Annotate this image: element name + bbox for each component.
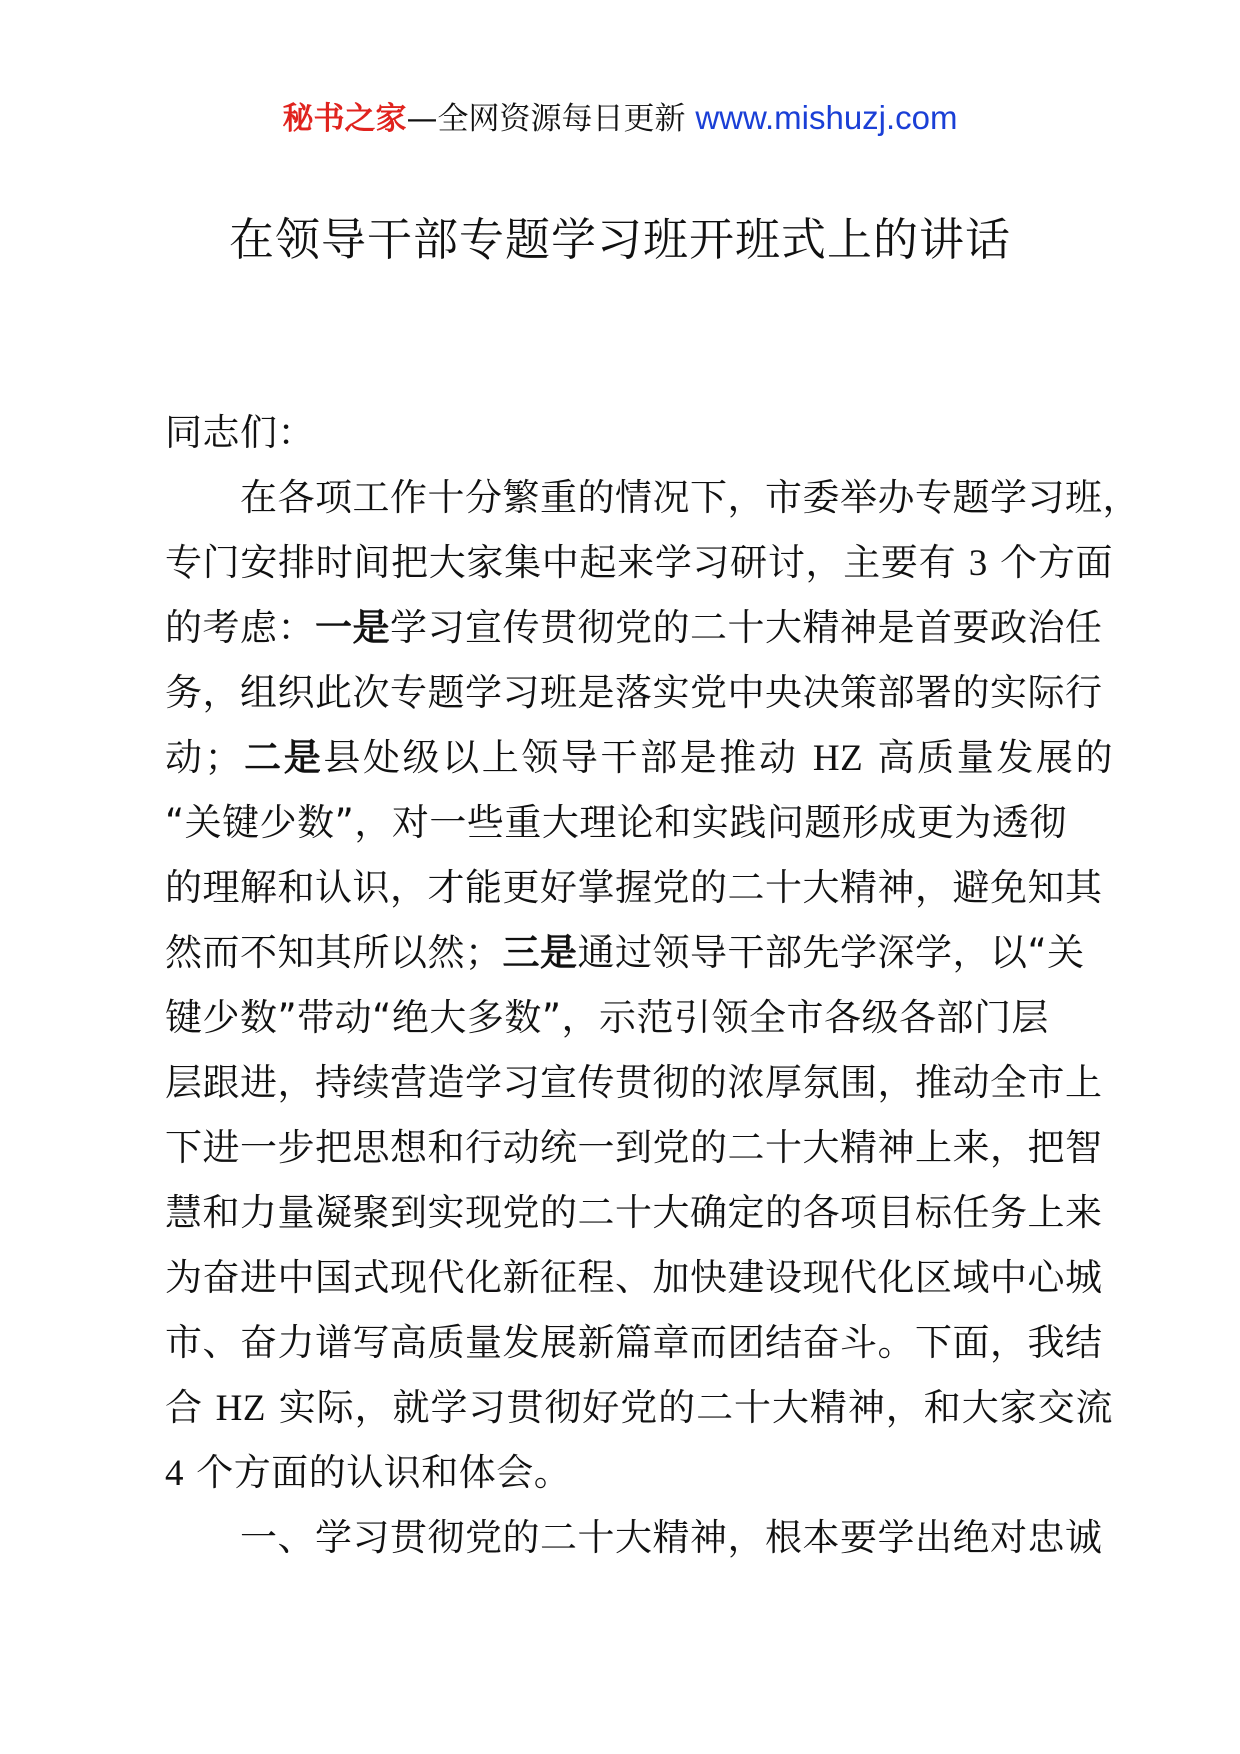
- emphasis-text: 一是: [315, 606, 390, 649]
- paragraph-line: 键少数”带动“绝大多数”，示范引领全市各级各部门层: [165, 996, 1050, 1039]
- paragraph-line: 层跟进，持续营造学习宣传贯彻的浓厚氛围，推动全市上: [165, 1061, 1103, 1104]
- paragraph-line: 在各项工作十分繁重的情况下，市委举办专题学习班，: [240, 476, 1140, 519]
- site-header: [0, 98, 1240, 139]
- abbreviation-text: HZ: [812, 738, 864, 779]
- site-tagline: —全网资源每日更新: [406, 101, 686, 137]
- abbreviation-text: HZ: [215, 1388, 266, 1429]
- site-url-link[interactable]: www.mishuzj.com: [695, 99, 958, 136]
- emphasis-text: 二是: [242, 736, 324, 779]
- paragraph-line: 的考虑：一是学习宣传贯彻党的二十大精神是首要政治任: [165, 606, 1103, 649]
- paragraph-line: 然而不知其所以然；三是通过领导干部先学深学，以“关: [165, 931, 1085, 974]
- paragraph-line: 市、奋力谱写高质量发展新篇章而团结奋斗。下面，我结: [165, 1321, 1103, 1364]
- section-heading: 一、学习贯彻党的二十大精神，根本要学出绝对忠诚: [240, 1516, 1103, 1559]
- paragraph-line: 慧和力量凝聚到实现党的二十大确定的各项目标任务上来: [165, 1191, 1103, 1234]
- paragraph-line: 4 个方面的认识和体会。: [165, 1451, 572, 1494]
- emphasis-text: 三是: [502, 931, 578, 974]
- document-title: 在领导干部专题学习班开班式上的讲话: [228, 213, 1011, 266]
- paragraph-line: 为奋进中国式现代化新征程、加快建设现代化区域中心城: [165, 1256, 1103, 1299]
- number-text: 4: [165, 1453, 184, 1494]
- document-body: [165, 400, 1140, 1570]
- paragraph-line: 的理解和认识，才能更好掌握党的二十大精神，避免知其: [165, 866, 1103, 909]
- paragraph-line: 专门安排时间把大家集中起来学习研讨，主要有 3 个方面: [165, 541, 1114, 584]
- paragraph-line: 下进一步把思想和行动统一到党的二十大精神上来，把智: [165, 1126, 1103, 1169]
- paragraph-line: 动；二是县处级以上领导干部是推动 HZ 高质量发展的: [165, 736, 1114, 779]
- paragraph-line: 合 HZ 实际，就学习贯彻好党的二十大精神，和大家交流: [165, 1386, 1114, 1429]
- salutation: 同志们：: [165, 411, 315, 454]
- site-brand: 秘书之家: [282, 101, 407, 137]
- paragraph-line: 务，组织此次专题学习班是落实党中央决策部署的实际行: [165, 671, 1103, 714]
- paragraph-line: “关键少数”，对一些重大理论和实践问题形成更为透彻: [165, 801, 1067, 844]
- number-text: 3: [968, 543, 988, 584]
